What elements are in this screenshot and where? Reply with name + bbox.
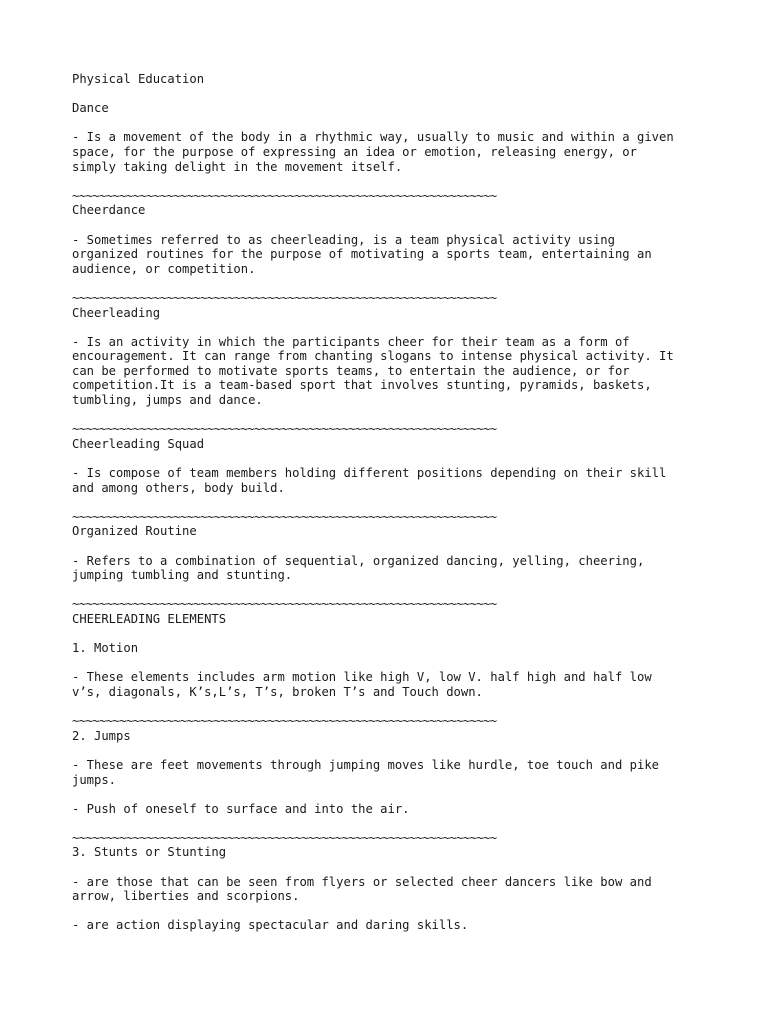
section-heading-cheerleading-squad: Cheerleading Squad xyxy=(72,436,205,451)
separator-line: ~~~~~~~~~~~~~~~~~~~~~~~~~~~~~~~~~~~~~~~~~~~~~~~~~~~~~~~~~~~~~~~ xyxy=(72,509,497,524)
section-paragraph: - Refers to a combination of sequential, organized dancing, yelling, cheering, jumping tumbling and stunting. xyxy=(72,553,645,583)
separator-line: ~~~~~~~~~~~~~~~~~~~~~~~~~~~~~~~~~~~~~~~~~~~~~~~~~~~~~~~~~~~~~~~ xyxy=(72,714,497,729)
section-heading-cheerleading-elements: CHEERLEADING ELEMENTS xyxy=(72,611,227,626)
section-paragraph: - Push of oneself to surface and into the air. xyxy=(72,801,410,816)
section-heading-stunts: 3. Stunts or Stunting xyxy=(72,845,227,860)
section-paragraph: - Sometimes referred to as cheerleading, is a team physical activity using organized routines for the purpose of motivating a sports team, entertaining an audience, or competition. xyxy=(72,232,652,276)
section-heading-jumps: 2. Jumps xyxy=(72,728,131,743)
section-paragraph: - These elements includes arm motion like high V, low V. half high and half low v’s, diagonals, K’s,L’s, T’s, broken T’s and Touch down. xyxy=(72,670,652,699)
separator-line: ~~~~~~~~~~~~~~~~~~~~~~~~~~~~~~~~~~~~~~~~~~~~~~~~~~~~~~~~~~~~~~~ xyxy=(72,597,497,612)
section-paragraph: - These are feet movements through jumping moves like hurdle, toe touch and pike jumps. xyxy=(72,757,659,787)
section-paragraph: - Is an activity in which the participants cheer for their team as a form of encouragement. It can range from chanting slogans to intense physical activity. It can be performed to motivate sports teams, to entertain the audience, or for competition.It is a team-based sport that involves stunting, pyramids, baskets, tumbling, jumps and dance. xyxy=(72,334,674,408)
document-title: Physical Education xyxy=(72,72,205,86)
section-paragraph: - Is compose of team members holding different positions depending on their skill and among others, body build. xyxy=(72,466,667,495)
separator-line: ~~~~~~~~~~~~~~~~~~~~~~~~~~~~~~~~~~~~~~~~~~~~~~~~~~~~~~~~~~~~~~~ xyxy=(72,830,497,845)
separator-line: ~~~~~~~~~~~~~~~~~~~~~~~~~~~~~~~~~~~~~~~~~~~~~~~~~~~~~~~~~~~~~~~ xyxy=(72,422,497,437)
section-heading-cheerdance: Cheerdance xyxy=(72,203,146,218)
section-heading-organized-routine: Organized Routine xyxy=(72,524,197,539)
separator-line: ~~~~~~~~~~~~~~~~~~~~~~~~~~~~~~~~~~~~~~~~~~~~~~~~~~~~~~~~~~~~~~~ xyxy=(72,290,497,305)
section-heading-dance: Dance xyxy=(72,101,109,116)
document-page xyxy=(72,72,712,933)
section-paragraph: - are those that can be seen from flyers or selected cheer dancers like bow and arrow, liberties and scorpions. xyxy=(72,874,652,904)
section-paragraph: - are action displaying spectacular and daring skills. xyxy=(72,918,469,933)
separator-line: ~~~~~~~~~~~~~~~~~~~~~~~~~~~~~~~~~~~~~~~~~~~~~~~~~~~~~~~~~~~~~~~ xyxy=(72,188,497,203)
subheading-motion: 1. Motion xyxy=(72,641,139,656)
section-heading-cheerleading: Cheerleading xyxy=(72,305,161,320)
section-paragraph: - Is a movement of the body in a rhythmic way, usually to music and within a given space, for the purpose of expressing an idea or emotion, releasing energy, or simply taking delight in the movement itself. xyxy=(72,130,674,174)
